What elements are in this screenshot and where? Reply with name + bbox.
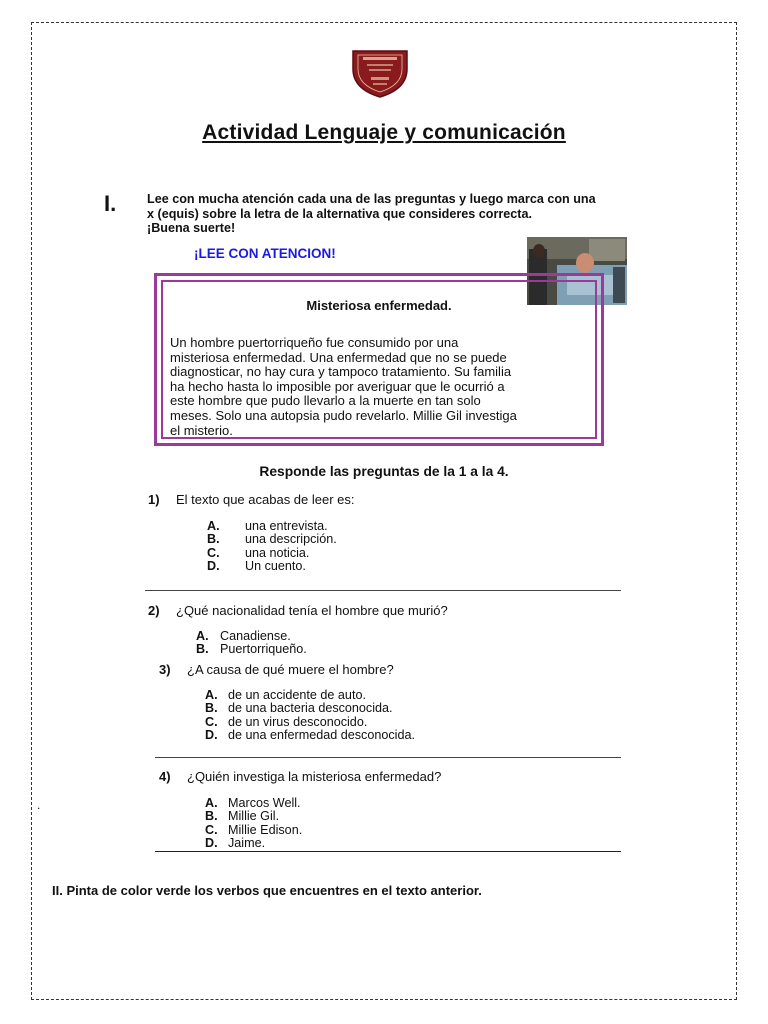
section-1-numeral: I. — [104, 191, 117, 216]
option-row[interactable] — [205, 810, 302, 823]
option-text: Millie Gil. — [228, 809, 280, 824]
reading-line: este hombre que pudo llevarlo a la muerte en tan solo — [170, 393, 481, 409]
option-letter: C. — [207, 545, 220, 560]
question-4-options — [205, 797, 302, 851]
question-text: El texto que acabas de leer es: — [176, 492, 355, 507]
option-row[interactable] — [207, 533, 337, 546]
option-text: Millie Edison. — [228, 822, 303, 837]
option-letter: D. — [205, 836, 218, 851]
option-row[interactable] — [196, 630, 307, 643]
option-row[interactable] — [205, 837, 302, 850]
page-border — [31, 22, 737, 1000]
option-text: una entrevista. — [245, 519, 328, 533]
read-carefully-alert: ¡LEE CON ATENCION! — [194, 246, 336, 261]
reading-line: misteriosa enfermedad. Una enfermedad que no se puede — [170, 349, 507, 365]
question-1 — [148, 492, 355, 507]
questions-heading: Responde las preguntas de la 1 a la 4. — [259, 464, 509, 479]
option-letter: C. — [205, 822, 218, 837]
page-title: Actividad Lenguaje y comunicación — [202, 121, 566, 144]
question-number: 1) — [148, 492, 160, 507]
option-row[interactable] — [207, 547, 337, 560]
option-text: una descripción. — [245, 532, 337, 547]
option-letter: C. — [205, 714, 218, 729]
option-text: Puertorriqueño. — [220, 642, 307, 656]
option-letter: A. — [207, 519, 220, 533]
option-row[interactable] — [205, 716, 415, 729]
option-row[interactable] — [205, 689, 415, 702]
question-text: ¿A causa de qué muere el hombre? — [187, 662, 394, 677]
option-text: Canadiense. — [220, 630, 291, 643]
option-row[interactable] — [205, 702, 415, 715]
option-text: de una enfermedad desconocida. — [228, 728, 415, 743]
option-letter: A. — [196, 630, 209, 643]
instructions-text: Lee con mucha atención cada una de las preguntas y luego marca con una x (equis) sobre la letra de la alternativa que consideres correcta. — [147, 192, 596, 221]
option-letter: B. — [205, 809, 218, 824]
option-letter: A. — [205, 796, 218, 810]
question-4 — [159, 769, 441, 784]
option-row[interactable] — [205, 729, 415, 742]
option-letter: D. — [205, 728, 218, 743]
question-2 — [148, 603, 448, 618]
question-1-options — [207, 520, 337, 574]
question-number: 2) — [148, 603, 160, 618]
reading-line: ha hecho hasta lo imposible por averiguar que le ocurrió a — [170, 378, 505, 394]
option-text: de un accidente de auto. — [228, 688, 366, 702]
question-text: ¿Qué nacionalidad tenía el hombre que murió? — [176, 603, 448, 618]
question-2-options — [196, 630, 307, 656]
school-shield-logo — [349, 47, 411, 99]
stray-mark: . — [37, 798, 41, 812]
option-text: una noticia. — [245, 545, 310, 560]
reading-line: Un hombre puertorriqueño fue consumido por una — [170, 335, 459, 350]
option-text: de una bacteria desconocida. — [228, 701, 393, 716]
question-3 — [159, 662, 394, 677]
question-text: ¿Quién investiga la misteriosa enfermedad? — [187, 769, 442, 784]
option-text: Marcos Well. — [228, 796, 301, 810]
reading-passage-box — [154, 273, 604, 446]
option-text: Jaime. — [228, 836, 266, 851]
reading-title: Misteriosa enfermedad. — [306, 298, 452, 313]
question-3-options — [205, 689, 415, 743]
divider-line — [145, 590, 621, 591]
option-letter: B. — [205, 701, 218, 716]
reading-line: diagnosticar, no hay cura y tampoco tratamiento. Su familia — [170, 364, 512, 380]
option-letter: D. — [207, 559, 220, 574]
option-letter: B. — [207, 532, 220, 547]
option-text: de un virus desconocido. — [228, 714, 368, 729]
divider-line — [155, 757, 621, 758]
option-row[interactable] — [207, 560, 337, 573]
option-letter: B. — [196, 642, 209, 656]
option-row[interactable] — [205, 797, 302, 810]
reading-body — [170, 336, 590, 438]
option-row[interactable] — [205, 824, 302, 837]
option-row[interactable] — [196, 643, 307, 656]
option-letter: A. — [205, 688, 218, 702]
reading-line: el misterio. — [170, 422, 233, 438]
reading-line: meses. Solo una autopsia pudo revelarlo. Millie Gil investiga — [170, 407, 517, 423]
option-row[interactable] — [207, 520, 337, 533]
question-number: 3) — [159, 662, 171, 677]
option-text: Un cuento. — [245, 559, 306, 574]
divider-line — [155, 851, 621, 852]
question-number: 4) — [159, 769, 171, 784]
section-2-instruction: II. Pinta de color verde los verbos que encuentres en el texto anterior. — [52, 883, 482, 898]
section-1-instructions — [147, 192, 597, 236]
good-luck-text: ¡Buena suerte! — [147, 221, 236, 235]
